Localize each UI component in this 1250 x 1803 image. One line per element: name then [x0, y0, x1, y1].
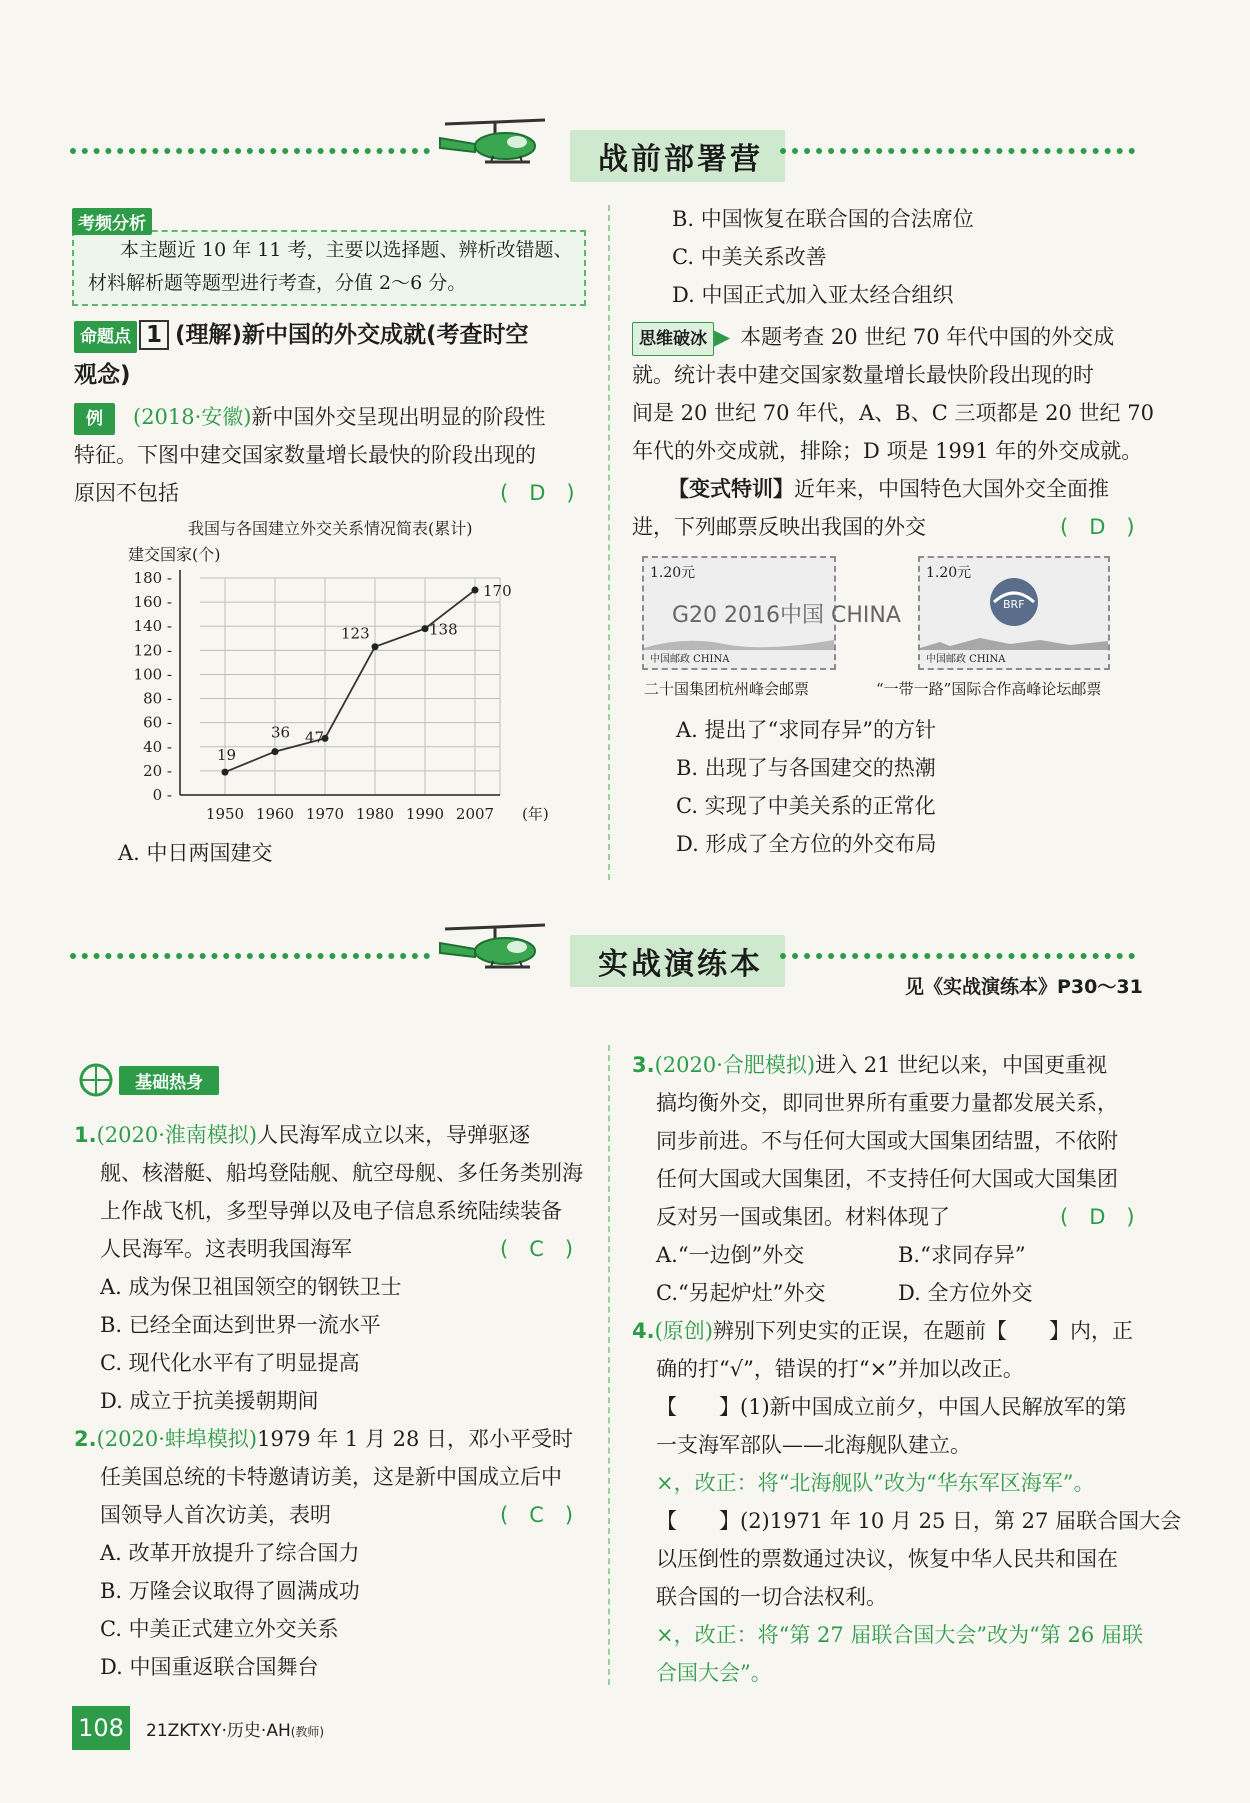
cityscape-image: [644, 630, 834, 650]
freq-line-2: 材料解析题等题型进行考查，分值 2～6 分。: [88, 272, 467, 294]
section1-title: 战前部署营: [570, 130, 785, 182]
q4-item2-line-2: 以压倒性的票数通过决议，恢复中华人民共和国在: [656, 1547, 1118, 1571]
q2-line-3: 国领导人首次访美，表明: [100, 1503, 331, 1527]
q3-answer: ( D ): [1060, 1205, 1135, 1229]
topic-num: 1: [139, 320, 169, 350]
q3-option-b: B.“求同存异”: [898, 1243, 1026, 1267]
example-tag: 例: [74, 403, 115, 435]
q4-source: (原创): [654, 1319, 713, 1343]
q3-line-5: 反对另一国或集团。材料体现了: [656, 1205, 950, 1229]
example-line-2: 特征。下图中建交国家数量增长最快的阶段出现的: [74, 443, 536, 467]
q4-item1-line-2: 一支海军部队——北海舰队建立。: [656, 1433, 971, 1457]
analysis-tag: 思维破冰: [632, 322, 714, 356]
section2-dots-right: [780, 953, 1135, 959]
q2-option-b: B. 万隆会议取得了圆满成功: [100, 1579, 360, 1603]
topic-line-1: [74, 320, 529, 353]
y-tick-label: 100 -: [133, 665, 172, 684]
data-label: 138: [429, 620, 458, 639]
x-tick-label: 1960: [255, 805, 295, 823]
page-number: 108: [72, 1706, 130, 1750]
x-tick-label: 2007: [455, 805, 495, 823]
column-divider-top: [608, 205, 610, 880]
data-label: 19: [217, 746, 237, 765]
q3-source: (2020·合肥模拟): [654, 1053, 816, 1077]
analysis-line-1: 思维破冰 ▶ 本题考查 20 世纪 70 年代中国的外交成: [632, 322, 1114, 356]
q1-option-c: C. 现代化水平有了明显提高: [100, 1351, 360, 1375]
data-point: [472, 587, 479, 594]
y-tick-label: 0 -: [152, 786, 172, 804]
series-line: [225, 590, 475, 772]
q1-line-3: 上作战飞机，多型导弹以及电子信息系统陆续装备: [100, 1199, 562, 1223]
q1-option-b: B. 已经全面达到世界一流水平: [100, 1313, 381, 1337]
x-tick-label: 1970: [305, 805, 345, 823]
q4-number: 4.: [632, 1319, 655, 1343]
topic-line-2: 观念): [74, 362, 131, 388]
column-divider-bottom: [608, 1045, 610, 1685]
example-answer: ( D ): [500, 481, 575, 505]
data-point: [422, 625, 429, 632]
data-label: 47: [305, 728, 325, 747]
data-point: [222, 769, 229, 776]
q4-item2-answer-2: 合国大会”。: [656, 1661, 772, 1685]
freq-tag: 考频分析: [72, 208, 152, 235]
y-tick-label: 60 -: [143, 713, 172, 732]
helicopter-icon-2: [435, 917, 565, 979]
variant-option-a: A. 提出了“求同存异”的方针: [676, 718, 936, 742]
y-tick-label: 120 -: [133, 641, 172, 660]
q1-answer: ( C ): [500, 1237, 574, 1261]
helicopter-icon: [435, 112, 565, 174]
data-point: [272, 748, 279, 755]
q2-option-c: C. 中美正式建立外交关系: [100, 1617, 339, 1641]
example-line-3: 原因不包括: [74, 481, 179, 505]
right-option-d: D. 中国正式加入亚太经合组织: [672, 283, 954, 307]
x-tick-label: 1990: [405, 805, 445, 823]
q4-item2-answer-1: ×，改正：将“第 27 届联合国大会”改为“第 26 届联: [656, 1623, 1143, 1647]
section1-dots-left: [70, 148, 430, 154]
footer-code: 21ZKTXY·历史·AH(教师): [146, 1721, 325, 1741]
warmup-tag: 基础热身: [78, 1062, 219, 1098]
q3-line-3: 同步前进。不与任何大国或大国集团结盟，不依附: [656, 1129, 1118, 1153]
q4-item1-line-1: 【 】(1)新中国成立前夕，中国人民解放军的第: [656, 1395, 1127, 1419]
example-line-1: 例 (2018·安徽)新中国外交呈现出明显的阶段性: [74, 402, 546, 435]
data-point: [372, 643, 379, 650]
variant-line-1: 【变式特训】近年来，中国特色大国外交全面推: [668, 477, 1109, 501]
q1-line-1: 1.(2020·淮南模拟)人民海军成立以来，导弹驱逐: [74, 1123, 531, 1147]
variant-option-d: D. 形成了全方位的外交布局: [676, 832, 937, 856]
q2-option-d: D. 中国重返联合国舞台: [100, 1655, 319, 1679]
q2-number: 2.: [74, 1427, 97, 1451]
q2-line-1: 2.(2020·蚌埠模拟)1979 年 1 月 28 日，邓小平受时: [74, 1427, 574, 1451]
data-label: 170: [483, 582, 512, 601]
right-option-b: B. 中国恢复在联合国的合法席位: [672, 207, 974, 231]
q1-line-4: 人民海军。这表明我国海军: [100, 1237, 352, 1261]
variant-answer: ( D ): [1060, 515, 1135, 539]
stamp-brf-caption: “一带一路”国际合作高峰论坛邮票: [876, 680, 1102, 698]
line-chart: [120, 560, 549, 830]
x-axis-label: (年): [522, 805, 549, 823]
q1-source: (2020·淮南模拟): [96, 1123, 258, 1147]
stamp-brf: 1.20元 BRF 中国邮政 CHINA: [918, 556, 1110, 670]
chart-title: 我国与各国建立外交关系情况简表(累计): [188, 519, 473, 538]
variant-line-2: 进，下列邮票反映出我国的外交: [632, 515, 926, 539]
skyline-image: [920, 632, 1108, 650]
q1-line-2: 舰、核潜艇、船坞登陆舰、航空母舰、多任务类别海: [100, 1161, 583, 1185]
example-source: (2018·安徽): [133, 405, 252, 429]
y-tick-label: 20 -: [143, 761, 172, 780]
stamp-g20: 1.20元 G20 2016中国 CHINA 中国邮政 CHINA: [642, 556, 836, 670]
q1-number: 1.: [74, 1123, 97, 1147]
crosshair-icon: [78, 1062, 114, 1098]
q3-line-2: 搞均衡外交，即同世界所有重要力量都发展关系，: [656, 1091, 1118, 1115]
stamp-g20-caption: 二十国集团杭州峰会邮票: [644, 680, 810, 698]
q4-line-1: 4.(原创)辨别下列史实的正误，在题前【 】内，正: [632, 1319, 1133, 1343]
variant-option-b: B. 出现了与各国建交的热潮: [676, 756, 936, 780]
play-icon: ▶: [714, 325, 731, 349]
y-tick-label: 80 -: [143, 689, 172, 708]
topic-tag: 命题点: [74, 321, 137, 353]
analysis-line-2: 就。统计表中建交国家数量增长最快阶段出现的时: [632, 363, 1094, 387]
q3-option-a: A.“一边倒”外交: [656, 1243, 805, 1267]
analysis-line-3: 间是 20 世纪 70 年代，A、B、C 三项都是 20 世纪 70: [632, 401, 1154, 425]
q2-answer: ( C ): [500, 1503, 574, 1527]
q4-line-2: 确的打“√”，错误的打“×”并加以改正。: [656, 1357, 1024, 1381]
data-label: 36: [271, 723, 291, 742]
y-tick-label: 40 -: [143, 737, 172, 756]
y-tick-label: 180 -: [133, 569, 172, 587]
section2-dots-left: [70, 953, 430, 959]
y-tick-label: 160 -: [133, 593, 172, 612]
x-tick-label: 1980: [355, 805, 395, 823]
left-option-a: A. 中日两国建交: [118, 841, 273, 865]
q3-option-d: D. 全方位外交: [898, 1281, 1033, 1305]
q1-option-d: D. 成立于抗美援朝期间: [100, 1389, 319, 1413]
analysis-line-4: 年代的外交成就，排除；D 项是 1991 年的外交成就。: [632, 439, 1143, 463]
q2-option-a: A. 改革开放提升了综合国力: [100, 1541, 360, 1565]
variant-option-c: C. 实现了中美关系的正常化: [676, 794, 936, 818]
q1-option-a: A. 成为保卫祖国领空的钢铁卫士: [100, 1275, 402, 1299]
q4-item1-answer: ×，改正：将“北海舰队”改为“华东军区海军”。: [656, 1471, 1095, 1495]
data-label: 123: [341, 624, 370, 643]
q3-line-1: 3.(2020·合肥模拟)进入 21 世纪以来，中国更重视: [632, 1053, 1108, 1077]
q4-item2-line-3: 联合国的一切合法权利。: [656, 1585, 887, 1609]
section2-title: 实战演练本: [570, 935, 785, 987]
freq-line-1: 本主题近 10 年 11 考，主要以选择题、辨析改错题、: [120, 239, 573, 261]
topic-title: (理解)新中国的外交成就(考查时空: [175, 322, 529, 348]
q3-number: 3.: [632, 1053, 655, 1077]
right-option-c: C. 中美关系改善: [672, 245, 827, 269]
chart-ylabel: 建交国家(个): [128, 545, 221, 564]
workbook-reference: 见《实战演练本》P30～31: [905, 976, 1143, 998]
q4-item2-line-1: 【 】(2)1971 年 10 月 25 日，第 27 届联合国大会: [656, 1509, 1182, 1533]
q3-option-c: C.“另起炉灶”外交: [656, 1281, 826, 1305]
x-tick-label: 1950: [205, 805, 245, 823]
q2-source: (2020·蚌埠模拟): [96, 1427, 258, 1451]
q3-line-4: 任何大国或大国集团，不支持任何大国或大国集团: [656, 1167, 1118, 1191]
y-tick-label: 140 -: [133, 617, 172, 636]
section1-dots-right: [780, 148, 1135, 154]
q2-line-2: 任美国总统的卡特邀请访美，这是新中国成立后中: [100, 1465, 562, 1489]
variant-tag: 【变式特训】: [668, 477, 794, 501]
